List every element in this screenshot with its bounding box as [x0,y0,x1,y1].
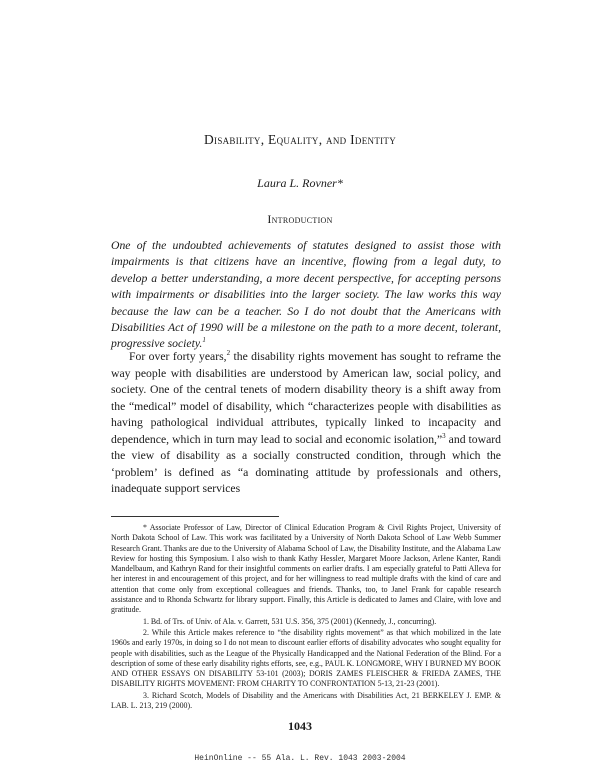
source-footer: HeinOnline -- 55 Ala. L. Rev. 1043 2003-2004 [194,754,406,763]
footnotes [111,523,501,712]
body-paragraph [111,349,501,498]
footnote [111,523,501,616]
footnote-text: While this Article makes reference to “the disability rights movement” as that which mobilized in the late 1960s and early 1970s, in doing so I do not mean to discount earlier efforts of disability advocates who sought equality for people with disabilities, such as the League of the Physically Handicapped and the National Federation of the Blind. For a description of some of these early disability rights efforts, see, e.g., PAUL K. LONGMORE, WHY I BURNED MY BOOK AND OTHER ESSAYS ON DISABILITY 53-101 (2003); DORIS ZAMES FLEISCHER & FRIEDA ZAMES, THE DISABILITY RIGHTS MOVEMENT: FROM CHARITY TO CONFRONTATION 5-13, 21-23 (2001). [111,627,501,689]
footnote [111,628,501,690]
epigraph [111,238,501,353]
footnote [111,617,501,627]
footnote-text: Associate Professor of Law, Director of Clinical Education Program & Civil Rights Project, University of North Dakota School of Law. This work was facilitated by a University of North Dakota School of Law Webb Summer Research Grant. Thanks are due to the University of Alabama School of Law, the Disability Institute, and the Alabama Law Review for hosting this Symposium. I also wish to thank Kathy Hessler, Margaret Moore Jackson, Arlene Kanter, Randi Mandelbaum, and Kathryn Rand for their insightful comments on earlier drafts. I am especially grateful to Patti Alleva for her interest in and encouragement of this project, and for her willingness to read multiple drafts with the kind of care and attention that come only from exceptional colleagues and friends. Thanks, too, to Janel Frank for capable research assistance and to Rhonda Schwartz for library support. Finally, this Article is dedicated to James and Claire, with love and gratitude. [111,523,501,615]
footnote-ref-2[interactable]: 2 [226,349,231,358]
footnote-divider [111,516,279,517]
footnote-ref-1[interactable]: 1 [202,336,206,345]
article-author: Laura L. Rovner* [257,176,343,190]
footnote-mark: 1. [143,616,149,626]
section-heading: Introduction [267,212,333,226]
body-text-part-2: the disability rights movement has sought to reframe the way people with disabilities are understood by American law, social policy, and society. One of the central tenets of modern disability theory is a shift away from the “medical” model of disability, which “characterizes people with disabilities as having pathological individual attributes, typically linked to incapacity and dependence, which in turn may lead to social and economic isolation,” [111,350,501,446]
epigraph-text: One of the undoubted achievements of statutes designed to assist those with impairments is that citizens have an incentive, flowing from a legal duty, to develop a better understanding, a more decent perspective, for accepting persons with impairments or disabilities into the larger society. The law works this way because the law can be a teacher. So I do not doubt that the Americans with Disabilities Act of 1990 will be a milestone on the path to a more decent, tolerant, progressive society. [111,239,501,351]
footnote [111,691,501,712]
article-title: Disability, Equality, and Identity [203,132,397,147]
page-number: 1043 [288,719,312,733]
body-text-part-3: and toward the view of disability as a socially constructed condition, through which the ‘problem’ is defined as “a dominating attitude by professionals and others, inadequate support services [111,432,501,495]
footnote-mark: 3. [143,690,149,700]
footnote-text: Richard Scotch, Models of Disability and the Americans with Disabilities Act, 21 BERKELEY J. EMP. & LAB. L. 213, 219 (2000). [111,690,501,711]
footnote-ref-3[interactable]: 3 [442,431,446,440]
body-text-part-1: For over forty years, [129,350,227,363]
footnote-text: Bd. of Trs. of Univ. of Ala. v. Garrett, 531 U.S. 356, 375 (2001) (Kennedy, J., concurring). [150,616,437,626]
footnote-mark: 2. [143,627,149,637]
footnote-mark: * [143,523,147,532]
